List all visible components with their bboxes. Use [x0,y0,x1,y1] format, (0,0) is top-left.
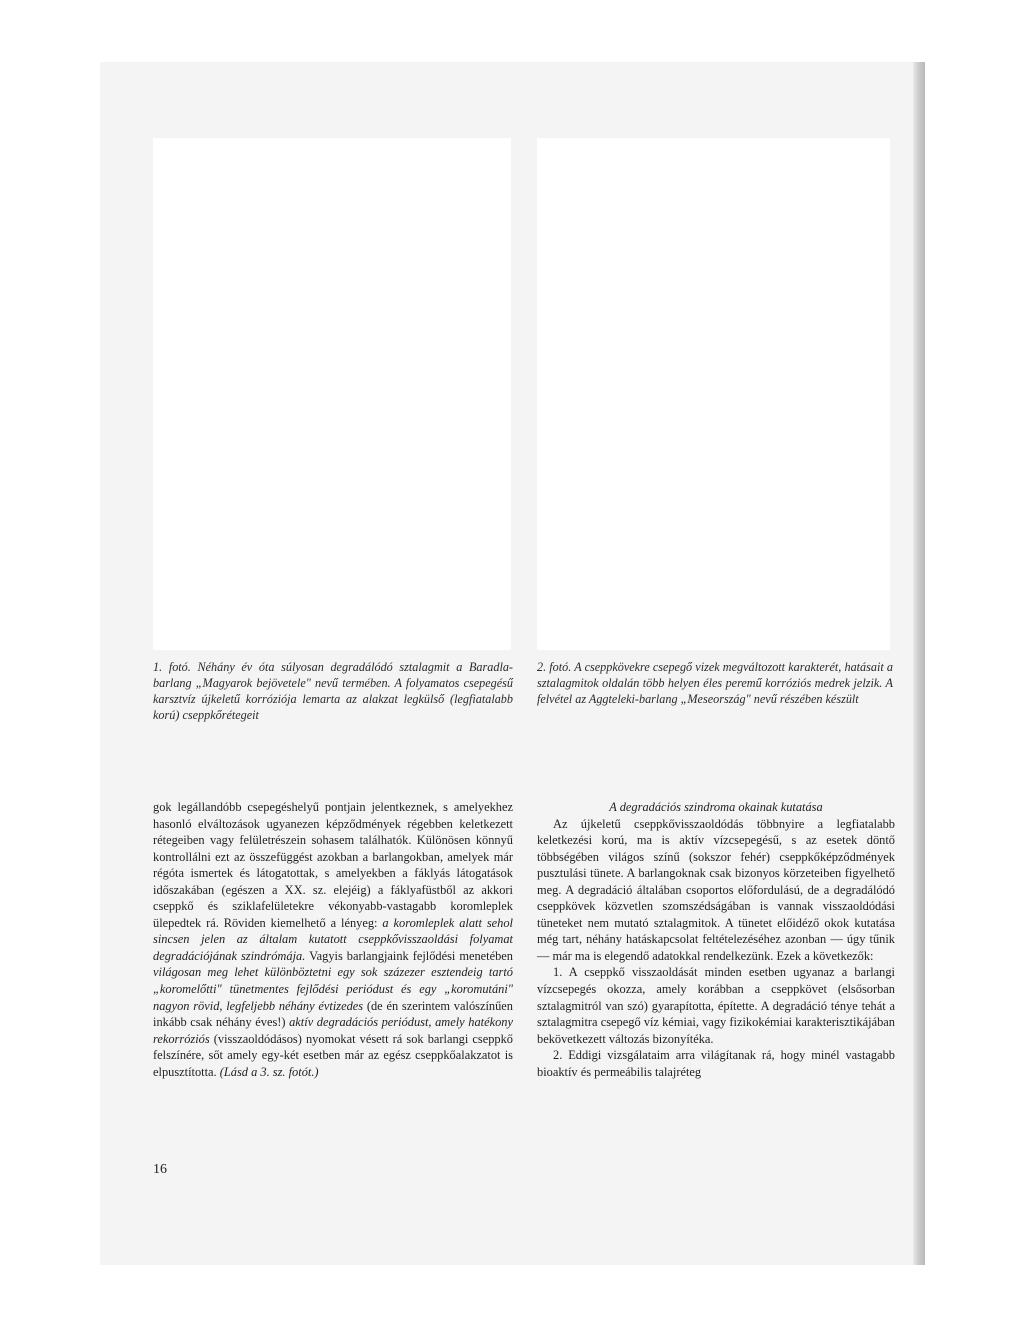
text-run: gok legállandóbb csepegéshelyű pontjain jelentkeznek, s amelyekhez hasonló elváltozások ugyanezen képződmények régebben keletkezett rétegeiben vagy felületrészein sohasem találhatók. Különösen könnyű kontrollálni ezt az összefüggést azokban a barlangokban, amelyek már régóta ismertek és látogatottak, s amelyekben a fáklyás látogatások időszakában (egészen a XX. sz. elejéig) a fáklyafüstből az akkori cseppkő és sziklafelületekre vékonyabb-vastagabb koromleplek ülepedtek rá. Röviden kiemelhető a lényeg: [153,800,513,930]
right-text-column [537,799,895,1080]
right-paragraph-2: 1. A cseppkő visszaoldását minden esetben ugyanaz a barlangi vízcsepegés okozza, amely korábban a cseppkövet (elsősorban sztalagmitról van szó) gyarapította, építette. A degradáció ténye tehát a sztalagmitra csepegő víz kémiai, vagy fizikokémiai karakterisztikájában bekövetkezett változás bizonyítéka. [537,965,895,1046]
right-paragraph-1: Az újkeletű cseppkővisszaoldódás többnyire a legfiatalabb keletkezési korú, ma is aktív vízcsepegésű, s az esetek döntő többségében világos színű (sokszor fehér) cseppkőképződmények pusztulási tünete. A barlangoknak csak bizonyos körzeteiben figyelhető meg. A degradáció általában csoportos előfordulású, de a degradálódó cseppkövek közvetlen szomszédságában is vannak visszaoldódási tüneteket nem mutató sztalagmitok. A tünetet előidéző okok kutatása még tart, néhány hatáskapcsolat feltételezéséhez azonban — úgy tűnik — már ma is elegendő adatokkal rendelkezünk. Ezek a következők: [537,816,895,963]
left-text-column [153,799,513,1080]
scan-shadow-edge [913,62,925,1265]
figure-reference: (Lásd a 3. sz. fotót.) [219,1064,319,1079]
photo-2-caption: 2. fotó. A cseppkövekre csepegő vizek megváltozott karakterét, hatásait a sztalagmitok oldalán több helyen éles peremű korróziós medrek jelzik. A felvétel az Aggteleki-barlang „Meseország" nevű részében készült [537,660,893,706]
photo-1-caption: 1. fotó. Néhány év óta súlyosan degradálódó sztalagmit a Baradla-barlang „Magyarok bejövetele" nevű termében. A folyamatos csepegésű karsztvíz újkeletű korróziója lemarta az alakzat legkülső (legfiatalabb korú) cseppkőrétegeit [153,660,513,722]
left-paragraph [153,799,513,1080]
photo-1 [153,138,511,650]
emphasis-run: világosan meg lehet különböztetni egy sok százezer esztendeig tartó „koromelőtti" tünetmentes fejlődési periódust és egy „koromutáni" nagyon rövid, legfeljebb néhány évtizedes [153,965,513,1013]
emphasis-run: aktív degradációs periódust, amely hatékony rekorróziós [153,1015,513,1046]
photo-2 [537,138,890,650]
text-run: Vagyis barlangjaink fejlődési menetében [305,948,514,963]
text-run: (de én szerintem valószínűen inkább csak néhány éves!) [153,998,513,1030]
section-title: A degradációs szindroma okainak kutatása [609,800,823,814]
page-number: 16 [153,1162,167,1177]
right-paragraph-3: 2. Eddigi vizsgálataim arra világítanak rá, hogy minél vastagabb bioaktív és permeábilis talajréteg [537,1048,895,1079]
emphasis-run: a koromleplek alatt sehol sincsen jelen az általam kutatott cseppkővisszaoldási folyamat degradációjának szindrómája. [153,915,514,963]
text-run: (visszaoldódásos) nyomokat vésett rá sok barlangi cseppkő felszínére, sőt amely egy-két esetben már az egész cseppkőalakzatot is elpusztította. [153,1031,513,1079]
